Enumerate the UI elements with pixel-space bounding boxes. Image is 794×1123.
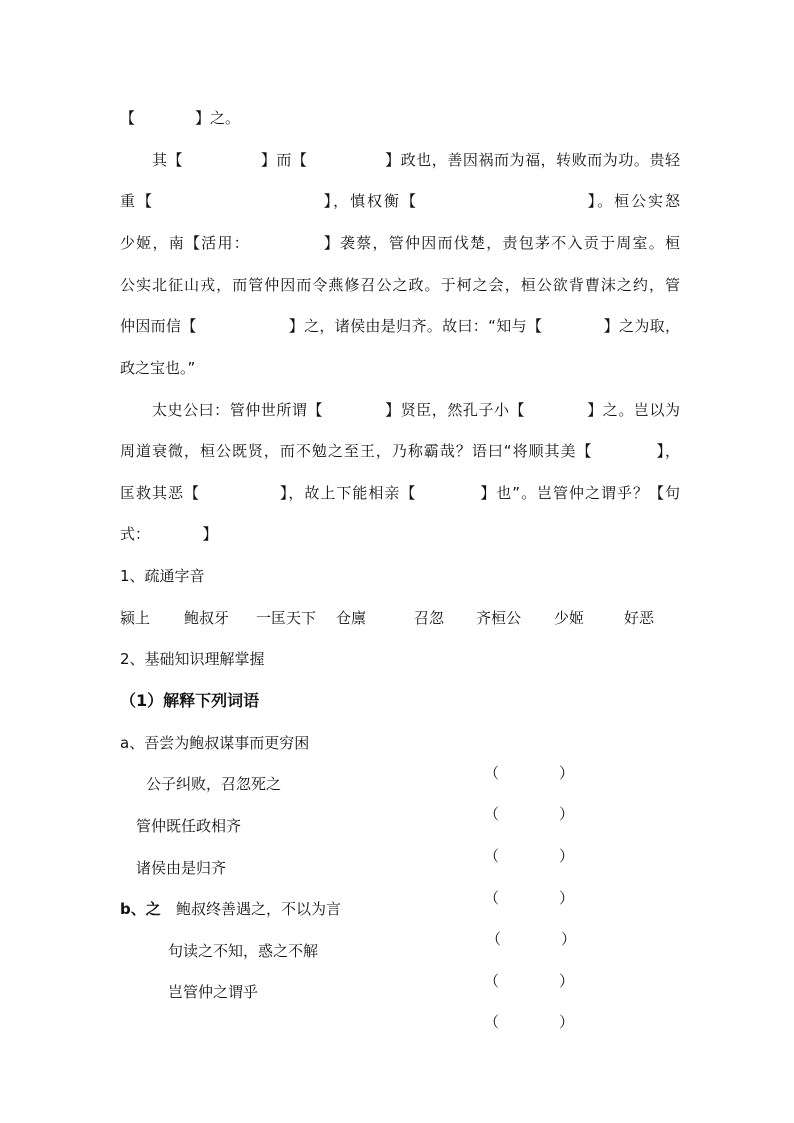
passage-line-7: 政之宝也。”: [120, 359, 196, 377]
item-text: 句读之不知，惑之不解: [168, 942, 319, 960]
passage-line-3: 重【 】，慎权衡【 】。桓公实怒: [120, 192, 680, 210]
passage-line-2: 其【 】而【 】政也，善因祸而为福，转败而为功。贵轻: [152, 151, 680, 169]
word-item: 一匡天下: [256, 609, 317, 627]
answer-blank[interactable]: （ ）: [484, 847, 574, 865]
list-item: [120, 728, 720, 782]
passage-line-10: 匡救其恶【 】，故上下能相亲【 】也”。岂管仲之谓乎？【句: [120, 484, 680, 502]
answer-blank[interactable]: （ ）: [484, 889, 574, 907]
item-text: 公子纠败，召忽死之: [146, 775, 282, 793]
item-text: 鲍叔终善遇之，不以为言: [176, 900, 342, 918]
passage-line-11: 式： 】: [120, 525, 218, 543]
passage-line-6: 仲因而信【 】之，诸侯由是归齐。故曰：“知与【 】之为取，: [120, 317, 680, 335]
word-item: 鲍叔牙: [184, 609, 230, 627]
list-item: [136, 853, 720, 907]
passage-line-5: 公实北征山戎，而管仲因而令燕修召公之政。于柯之会，桓公欲背曹沫之约，管: [120, 276, 680, 294]
answer-blank[interactable]: （ ）: [484, 764, 574, 782]
item-text: 吾尝为鲍叔谋事而更穷困: [144, 734, 310, 752]
list-item: [136, 811, 720, 865]
item-text: 岂管仲之谓乎: [168, 983, 259, 1001]
word-item: 好恶: [624, 609, 655, 627]
answer-blank[interactable]: （ ）: [484, 805, 574, 823]
word-item: 仓廪: [336, 609, 367, 627]
list-item: [120, 894, 720, 948]
word-item: 召忽: [414, 609, 445, 627]
item-prefix: b、之: [120, 900, 161, 918]
answer-blank[interactable]: （ ）: [484, 1013, 574, 1031]
section-1-title: 1、疏通字音: [120, 567, 205, 585]
list-item: [146, 769, 720, 823]
answer-blank[interactable]: （ ）: [486, 930, 576, 948]
word-item: 齐桓公: [476, 609, 522, 627]
passage-line-4: 少姬，南【活用： 】袭蔡，管仲因而伐楚，责包茅不入贡于周室。桓: [120, 234, 680, 252]
answer-blank[interactable]: （ ）: [484, 972, 574, 990]
item-text: 诸侯由是归齐: [136, 859, 227, 877]
passage-line-8: 太史公曰：管仲世所谓【 】贤臣，然孔子小【 】之。岂以为: [152, 401, 680, 419]
section-2-title: 2、基础知识理解掌握: [120, 650, 265, 668]
word-item: 颍上: [120, 609, 151, 627]
pronunciation-row: [120, 603, 680, 633]
passage-line-9: 周道衰微，桓公既贤，而不勉之至王，乃称霸哉？语曰“将顺其美【 】，: [120, 442, 680, 460]
word-item: 少姬: [554, 609, 585, 627]
passage-line-1: 【 】之。: [120, 109, 241, 127]
item-prefix: a、: [120, 734, 145, 752]
section-2-subtitle: （1）解释下列词语: [120, 691, 260, 710]
item-text: 管仲既任政相齐: [136, 817, 242, 835]
list-item: [168, 936, 720, 990]
list-item: [168, 977, 720, 1031]
